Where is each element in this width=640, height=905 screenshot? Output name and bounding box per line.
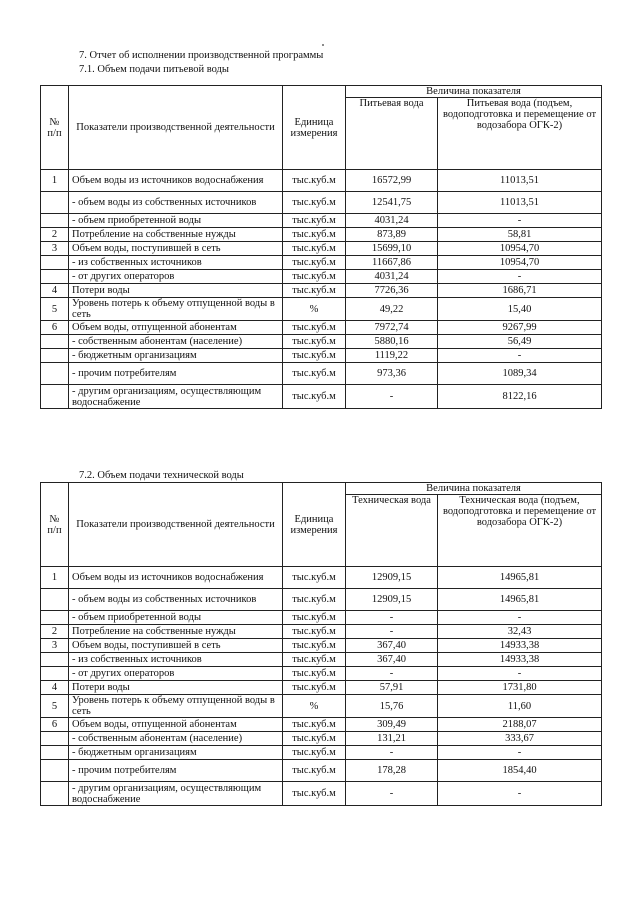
row-value-1: -: [346, 611, 438, 625]
row-value-2: 10954,70: [438, 242, 602, 256]
row-indicator: - объем приобретенной воды: [69, 611, 283, 625]
row-value-1: 7726,36: [346, 284, 438, 298]
row-value-2: 8122,16: [438, 385, 602, 409]
row-number: 3: [41, 242, 69, 256]
row-value-1: 367,40: [346, 639, 438, 653]
row-value-1: -: [346, 667, 438, 681]
row-unit: тыс.куб.м: [283, 653, 346, 667]
row-value-1: 12909,15: [346, 589, 438, 611]
row-value-1: -: [346, 385, 438, 409]
scan-speck: [322, 44, 324, 46]
row-value-1: 15,76: [346, 695, 438, 718]
row-number: 5: [41, 695, 69, 718]
row-number: [41, 653, 69, 667]
table-row: [41, 782, 602, 806]
row-unit: тыс.куб.м: [283, 667, 346, 681]
header-value-group: Величина показателя: [346, 86, 602, 98]
table-row: [41, 284, 602, 298]
row-unit: тыс.куб.м: [283, 363, 346, 385]
row-value-2: -: [438, 214, 602, 228]
row-indicator: - из собственных источников: [69, 653, 283, 667]
row-value-1: 4031,24: [346, 270, 438, 284]
row-indicator: - прочим потребителям: [69, 760, 283, 782]
row-unit: тыс.куб.м: [283, 242, 346, 256]
table-row: [41, 242, 602, 256]
table-row: [41, 681, 602, 695]
row-unit: тыс.куб.м: [283, 567, 346, 589]
row-unit: тыс.куб.м: [283, 385, 346, 409]
row-indicator: - из собственных источников: [69, 256, 283, 270]
table-row: [41, 349, 602, 363]
row-value-2: 2188,07: [438, 718, 602, 732]
row-value-2: -: [438, 349, 602, 363]
table-row: [41, 298, 602, 321]
row-indicator: Потребление на собственные нужды: [69, 228, 283, 242]
row-indicator: - объем воды из собственных источников: [69, 192, 283, 214]
row-number: [41, 667, 69, 681]
row-value-1: 1119,22: [346, 349, 438, 363]
subsection-title-potable: 7.1. Объем подачи питьевой воды: [79, 64, 229, 75]
row-unit: тыс.куб.м: [283, 639, 346, 653]
row-number: [41, 214, 69, 228]
row-indicator: - объем воды из собственных источников: [69, 589, 283, 611]
row-value-2: 14933,38: [438, 639, 602, 653]
header-col-potable-ogk2: Питьевая вода (подъем, водоподготовка и перемещение от водозабора ОГК-2): [438, 98, 602, 170]
table-row: [41, 363, 602, 385]
row-number: 1: [41, 170, 69, 192]
row-unit: тыс.куб.м: [283, 349, 346, 363]
row-number: 4: [41, 681, 69, 695]
table-row: [41, 385, 602, 409]
row-value-2: -: [438, 270, 602, 284]
header-unit: Единица измерения: [283, 483, 346, 567]
row-unit: %: [283, 695, 346, 718]
table-row: [41, 170, 602, 192]
row-number: [41, 782, 69, 806]
potable-water-table: [40, 85, 602, 409]
table-row: [41, 732, 602, 746]
header-col-technical: Техническая вода: [346, 495, 438, 567]
table-row: [41, 270, 602, 284]
technical-water-table: [40, 482, 602, 806]
header-col-potable: Питьевая вода: [346, 98, 438, 170]
table-row: [41, 611, 602, 625]
row-value-2: 10954,70: [438, 256, 602, 270]
row-indicator: - собственным абонентам (население): [69, 732, 283, 746]
row-value-1: 15699,10: [346, 242, 438, 256]
header-indicator: Показатели производственной деятельности: [69, 483, 283, 567]
row-unit: тыс.куб.м: [283, 284, 346, 298]
table-row: [41, 228, 602, 242]
row-value-1: 12909,15: [346, 567, 438, 589]
row-indicator: Объем воды, отпущенной абонентам: [69, 718, 283, 732]
row-value-1: 131,21: [346, 732, 438, 746]
row-unit: тыс.куб.м: [283, 270, 346, 284]
row-value-2: 14933,38: [438, 653, 602, 667]
table-row: [41, 625, 602, 639]
row-unit: тыс.куб.м: [283, 256, 346, 270]
header-num: № п/п: [41, 86, 69, 170]
row-value-2: 58,81: [438, 228, 602, 242]
row-number: 2: [41, 228, 69, 242]
table-row: [41, 718, 602, 732]
row-value-2: 14965,81: [438, 567, 602, 589]
row-unit: тыс.куб.м: [283, 782, 346, 806]
table-row: [41, 760, 602, 782]
row-indicator: - прочим потребителям: [69, 363, 283, 385]
row-indicator: Объем воды, поступившей в сеть: [69, 242, 283, 256]
row-indicator: Уровень потерь к объему отпущенной воды в сеть: [69, 695, 283, 718]
row-indicator: - бюджетным организациям: [69, 349, 283, 363]
row-number: [41, 589, 69, 611]
row-unit: тыс.куб.м: [283, 718, 346, 732]
row-number: [41, 746, 69, 760]
row-unit: тыс.куб.м: [283, 625, 346, 639]
table-row: [41, 214, 602, 228]
row-indicator: Объем воды, отпущенной абонентам: [69, 321, 283, 335]
row-indicator: - объем приобретенной воды: [69, 214, 283, 228]
table-row: [41, 639, 602, 653]
row-value-2: -: [438, 782, 602, 806]
row-value-2: 32,43: [438, 625, 602, 639]
row-indicator: - другим организациям, осуществляющим водоснабжение: [69, 782, 283, 806]
header-num: № п/п: [41, 483, 69, 567]
row-indicator: - бюджетным организациям: [69, 746, 283, 760]
row-value-1: -: [346, 746, 438, 760]
row-number: 3: [41, 639, 69, 653]
row-number: 5: [41, 298, 69, 321]
row-number: [41, 760, 69, 782]
row-number: 6: [41, 718, 69, 732]
table-row: [41, 567, 602, 589]
table-row: [41, 192, 602, 214]
row-unit: тыс.куб.м: [283, 214, 346, 228]
row-value-2: 14965,81: [438, 589, 602, 611]
row-value-2: 9267,99: [438, 321, 602, 335]
row-indicator: Потери воды: [69, 681, 283, 695]
row-number: [41, 192, 69, 214]
row-value-2: 56,49: [438, 335, 602, 349]
row-unit: тыс.куб.м: [283, 589, 346, 611]
row-number: [41, 363, 69, 385]
row-unit: тыс.куб.м: [283, 192, 346, 214]
row-unit: тыс.куб.м: [283, 746, 346, 760]
row-indicator: - от других операторов: [69, 667, 283, 681]
row-unit: тыс.куб.м: [283, 611, 346, 625]
row-value-2: 15,40: [438, 298, 602, 321]
row-unit: тыс.куб.м: [283, 760, 346, 782]
row-value-2: -: [438, 667, 602, 681]
row-unit: тыс.куб.м: [283, 228, 346, 242]
row-value-1: 12541,75: [346, 192, 438, 214]
row-indicator: Объем воды из источников водоснабжения: [69, 170, 283, 192]
row-unit: %: [283, 298, 346, 321]
row-number: [41, 611, 69, 625]
row-number: 2: [41, 625, 69, 639]
row-number: [41, 256, 69, 270]
row-indicator: - другим организациям, осуществляющим водоснабжение: [69, 385, 283, 409]
section-title: 7. Отчет об исполнении производственной программы: [79, 50, 324, 61]
table-row: [41, 667, 602, 681]
row-number: 1: [41, 567, 69, 589]
row-value-1: 309,49: [346, 718, 438, 732]
table-row: [41, 695, 602, 718]
row-number: [41, 732, 69, 746]
row-number: [41, 335, 69, 349]
row-value-2: 1089,34: [438, 363, 602, 385]
row-value-1: -: [346, 782, 438, 806]
row-unit: тыс.куб.м: [283, 335, 346, 349]
row-unit: тыс.куб.м: [283, 321, 346, 335]
row-value-2: 11013,51: [438, 192, 602, 214]
row-indicator: Потери воды: [69, 284, 283, 298]
row-value-2: 1686,71: [438, 284, 602, 298]
row-value-1: 5880,16: [346, 335, 438, 349]
row-value-2: 333,67: [438, 732, 602, 746]
row-indicator: Потребление на собственные нужды: [69, 625, 283, 639]
row-value-1: 57,91: [346, 681, 438, 695]
row-unit: тыс.куб.м: [283, 732, 346, 746]
header-unit: Единица измерения: [283, 86, 346, 170]
row-value-1: 11667,86: [346, 256, 438, 270]
row-value-1: 7972,74: [346, 321, 438, 335]
row-value-1: 367,40: [346, 653, 438, 667]
technical-water-rows: [41, 567, 602, 806]
row-value-1: 16572,99: [346, 170, 438, 192]
row-indicator: - от других операторов: [69, 270, 283, 284]
row-value-2: 1854,40: [438, 760, 602, 782]
header-col-technical-ogk2: Техническая вода (подъем, водоподготовка и перемещение от водозабора ОГК-2): [438, 495, 602, 567]
row-unit: тыс.куб.м: [283, 681, 346, 695]
row-indicator: Уровень потерь к объему отпущенной воды в сеть: [69, 298, 283, 321]
table-row: [41, 321, 602, 335]
potable-water-rows: [41, 170, 602, 409]
header-indicator: Показатели производственной деятельности: [69, 86, 283, 170]
row-value-1: 973,36: [346, 363, 438, 385]
table-row: [41, 256, 602, 270]
row-number: [41, 270, 69, 284]
row-indicator: Объем воды из источников водоснабжения: [69, 567, 283, 589]
row-unit: тыс.куб.м: [283, 170, 346, 192]
row-number: [41, 385, 69, 409]
table-row: [41, 653, 602, 667]
row-value-1: 178,28: [346, 760, 438, 782]
row-value-1: 873,89: [346, 228, 438, 242]
table-row: [41, 589, 602, 611]
row-value-2: 1731,80: [438, 681, 602, 695]
row-value-2: -: [438, 746, 602, 760]
row-indicator: Объем воды, поступившей в сеть: [69, 639, 283, 653]
table-row: [41, 335, 602, 349]
header-value-group: Величина показателя: [346, 483, 602, 495]
row-value-1: 49,22: [346, 298, 438, 321]
row-number: [41, 349, 69, 363]
subsection-title-technical: 7.2. Объем подачи технической воды: [79, 470, 244, 481]
table-row: [41, 746, 602, 760]
row-value-1: 4031,24: [346, 214, 438, 228]
row-number: 4: [41, 284, 69, 298]
row-value-2: 11,60: [438, 695, 602, 718]
row-indicator: - собственным абонентам (население): [69, 335, 283, 349]
row-value-2: 11013,51: [438, 170, 602, 192]
row-value-1: -: [346, 625, 438, 639]
row-number: 6: [41, 321, 69, 335]
row-value-2: -: [438, 611, 602, 625]
